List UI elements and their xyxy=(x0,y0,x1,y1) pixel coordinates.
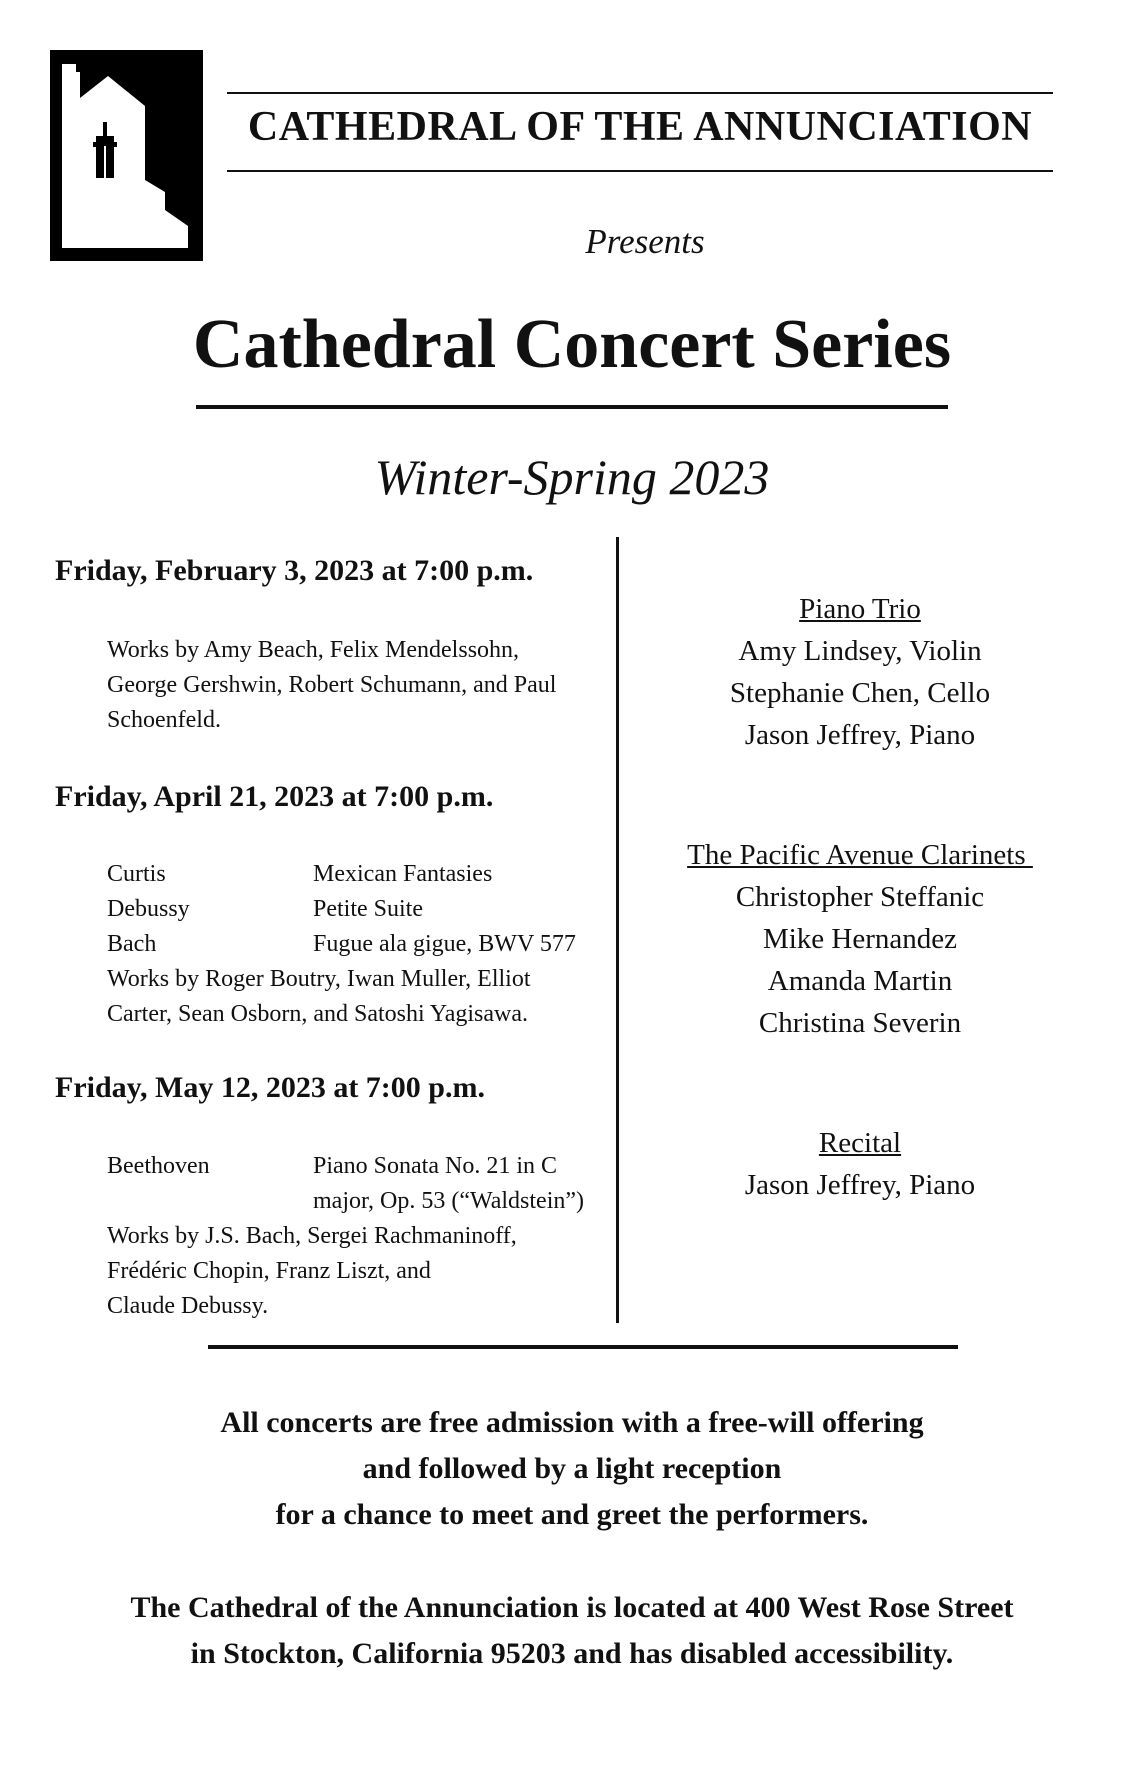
program-line: Schoenfeld. xyxy=(107,707,221,733)
program-line: Frédéric Chopin, Franz Liszt, and xyxy=(107,1258,431,1284)
work-title: Petite Suite xyxy=(313,896,423,922)
notice-line: for a chance to meet and greet the performers. xyxy=(275,1498,869,1531)
performer: Amy Lindsey, Violin xyxy=(738,635,982,667)
program-line: Works by Amy Beach, Felix Mendelssohn, xyxy=(107,637,520,663)
performer: Christopher Steffanic xyxy=(735,881,985,913)
season-subtitle: Winter-Spring 2023 xyxy=(374,449,770,505)
notice-line: All concerts are free admission with a free-will offering xyxy=(220,1406,924,1439)
program-line: Works by J.S. Bach, Sergei Rachmaninoff, xyxy=(107,1223,517,1249)
event-program xyxy=(107,633,607,738)
program-piece xyxy=(107,857,607,892)
group-name: The Pacific Avenue Clarinets xyxy=(687,839,1033,871)
program-piece xyxy=(107,1149,607,1219)
notice-line: The Cathedral of the Annunciation is located at 400 West Rose Street xyxy=(130,1591,1014,1624)
performer: Amanda Martin xyxy=(767,965,953,997)
composer: Bach xyxy=(107,931,157,957)
performer-group xyxy=(640,834,1080,1044)
program-line: Carter, Sean Osborn, and Satoshi Yagisawa. xyxy=(107,1001,528,1027)
event-program xyxy=(107,857,607,1032)
event-date: Friday, May 12, 2023 at 7:00 p.m. xyxy=(55,1071,485,1104)
program-piece xyxy=(107,927,607,962)
composer: Beethoven xyxy=(107,1153,210,1179)
program-line: Works by Roger Boutry, Iwan Muller, Elliot xyxy=(107,966,531,992)
admission-notice xyxy=(0,1400,1144,1538)
work-title xyxy=(313,1149,607,1219)
event-date: Friday, April 21, 2023 at 7:00 p.m. xyxy=(55,780,494,813)
work-title: Mexican Fantasies xyxy=(313,861,493,887)
organization-name: CATHEDRAL OF THE ANNUNCIATION xyxy=(247,104,1033,150)
composer: Debussy xyxy=(107,896,190,922)
group-name: Recital xyxy=(818,1127,902,1159)
column-divider xyxy=(616,537,619,1323)
performer: Mike Hernandez xyxy=(762,923,958,955)
work-title-line: major, Op. 53 (“Waldstein”) xyxy=(313,1188,585,1214)
work-title-line: Piano Sonata No. 21 in C xyxy=(313,1153,557,1179)
performer: Christina Severin xyxy=(758,1007,962,1039)
group-name: Piano Trio xyxy=(799,593,921,625)
notice-line: in Stockton, California 95203 and has disabled accessibility. xyxy=(190,1637,954,1670)
presents-text: Presents xyxy=(585,222,705,261)
event-date: Friday, February 3, 2023 at 7:00 p.m. xyxy=(55,554,534,587)
notice-line: and followed by a light reception xyxy=(362,1452,782,1485)
work-title: Fugue ala gigue, BWV 577 xyxy=(313,931,576,957)
performer-group xyxy=(640,1122,1080,1206)
composer: Curtis xyxy=(107,861,166,887)
title-rule xyxy=(196,405,948,409)
header-top-rule xyxy=(227,92,1053,94)
performer: Stephanie Chen, Cello xyxy=(729,677,991,709)
location-notice xyxy=(0,1585,1144,1677)
program-line: George Gershwin, Robert Schumann, and Paul xyxy=(107,672,557,698)
program-line: Claude Debussy. xyxy=(107,1293,269,1319)
header-bottom-rule xyxy=(227,170,1053,172)
page-title: Cathedral Concert Series xyxy=(192,306,952,383)
bottom-rule xyxy=(208,1345,958,1349)
performer: Jason Jeffrey, Piano xyxy=(744,719,976,751)
performer-group xyxy=(640,588,1080,756)
program-piece xyxy=(107,892,607,927)
event-program xyxy=(107,1149,607,1324)
performer: Jason Jeffrey, Piano xyxy=(744,1169,976,1201)
